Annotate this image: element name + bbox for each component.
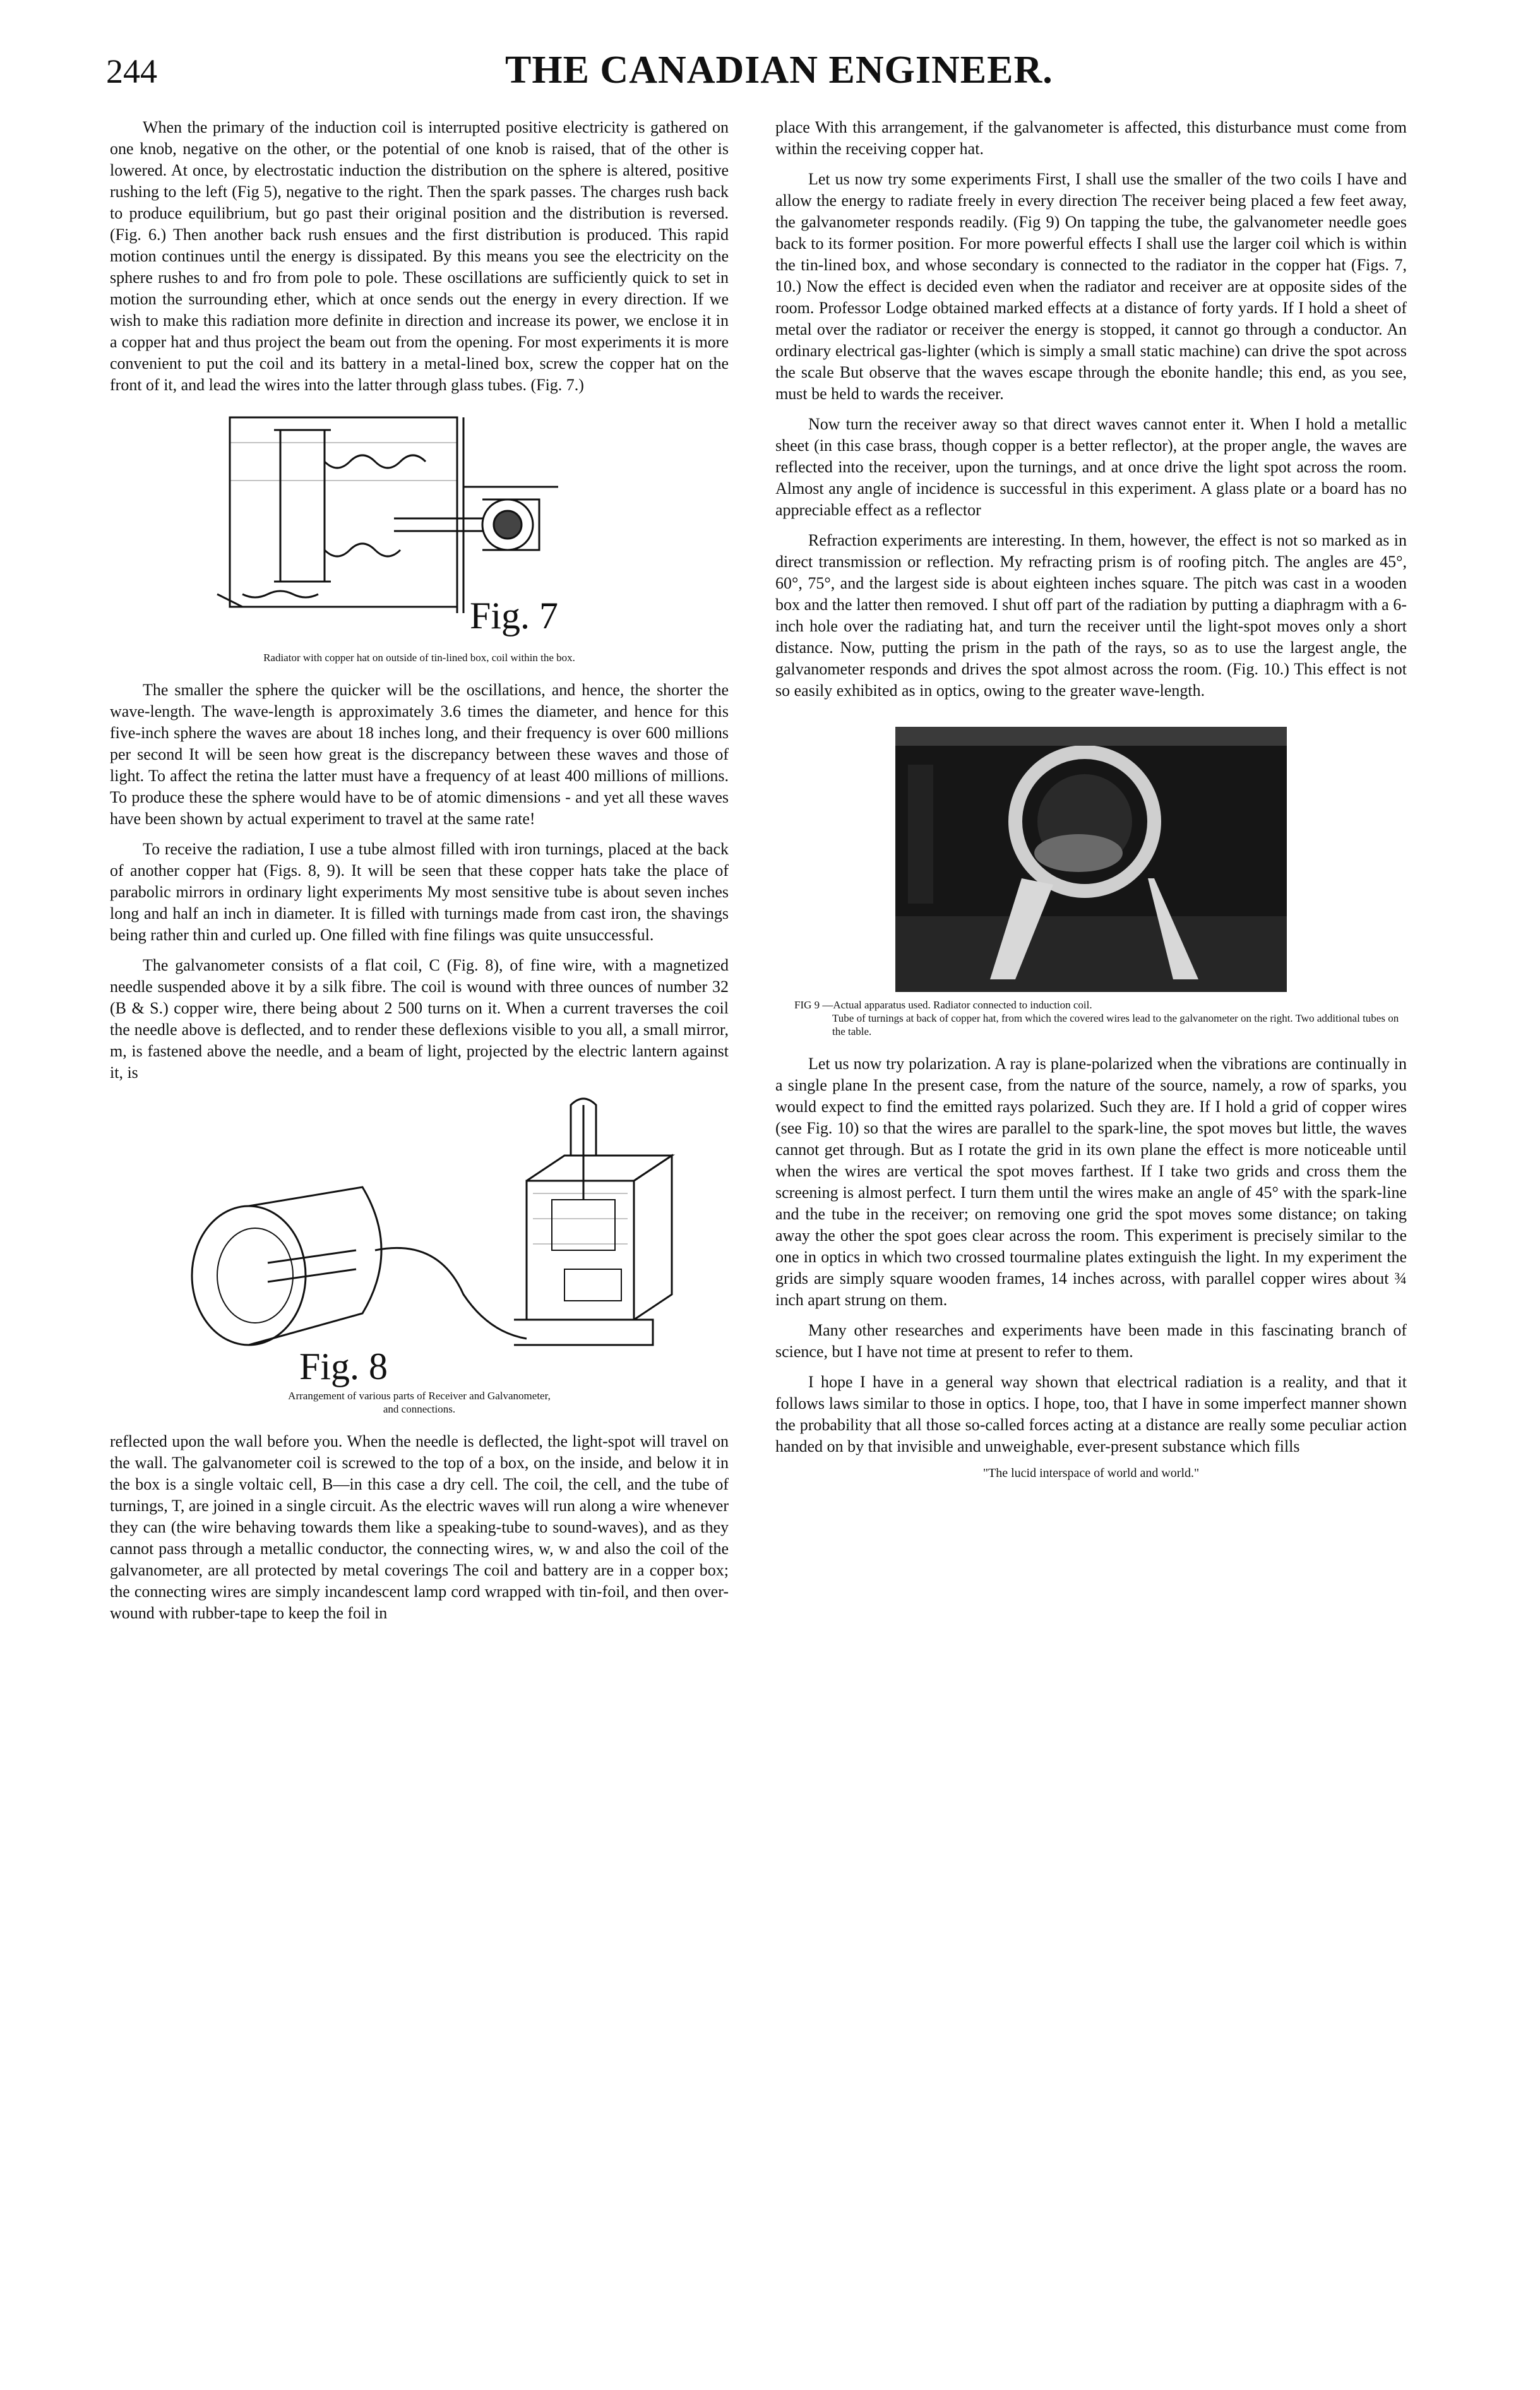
fig7-radiator-drawing: [205, 405, 621, 632]
paragraph: I hope I have in a general way shown that electrical radiation is a reality, and that it follows laws similar to those in optics. I hope, too, that I have in some imperfect manner shown the probability that all those so-called forces acting at a distance are really some peculiar action handed on by that invisible and unweighable, ever-present substance which fills: [775, 1373, 1407, 1455]
fig9-caption-line: Tube of turnings at back of copper hat, from which the covered wires lead to the galvanometer on the right. Two additional tubes on the table.: [832, 1012, 1399, 1037]
closing-quote: "The lucid interspace of world and world.": [982, 1466, 1200, 1480]
paragraph: reflected upon the wall before you. When the needle is deflected, the light-spot will travel on the wall. The galvanometer coil is screwed to the top of a box, on the inside, and below it in the box is a single voltaic cell, B—in this case a dry cell. The coil, the cell, and the tube of turnings, T, are joined in a single circuit. As the electric waves will run along a wire whenever they can (the wire behaving towards them like a speaking-tube to sound-waves), and as they cannot pass through a metallic conductor, the connecting wires, w, w and also the coil of the galvanometer, are all protected by metal coverings The coil and battery are in a copper box; the connecting wires are simply incandescent lamp cord wrapped with tin-foil, and then over-wound with rubber-tape to keep the foil in: [110, 1432, 729, 1622]
figure-8: [173, 1092, 691, 1389]
fig8-label: Fig. 8: [299, 1346, 388, 1387]
figure-7: [205, 405, 621, 651]
left-column: [110, 117, 729, 1633]
fig7-caption: Radiator with copper hat on outside of tin-lined box, coil within the box.: [263, 652, 575, 664]
running-head-title: THE CANADIAN ENGINEER.: [505, 49, 1053, 92]
paragraph: Refraction experiments are interesting. In them, however, the effect is not so marked as in direct transmission or reflection. My refracting prism is of roofing pitch. The angles are 45°, 60°, 75°, and the largest side is about eighteen inches square. The pitch was cast in a wooden box and the latter then removed. I shut off part of the radiation by putting a diaphragm with a 6-inch hole over the radiating hat, and turn the receiver until the light-spot moves only a short distance. Now, putting the prism in the path of the rays, so as to use the largest angle, the galvanometer responds and drives the spot almost across the room. (Fig. 10.) This effect is not so easily exhibited as in optics, owing to the greater wave-length.: [775, 531, 1407, 700]
paragraph: The smaller the sphere the quicker will be the oscillations, and hence, the shorter the wave-length. The wave-length is approximately 3.6 times the diameter, and hence for this five-inch sphere the waves are about 18 inches long, and their frequency is over 600 millions per second It will be seen how great is the discrepancy between these waves and those of light. To affect the retina the latter must have a frequency of at least 400 millions of millions. To produce these the sphere would have to be of atomic dimensions - and yet all these waves have been shown by actual experiment to travel at the same rate!: [110, 681, 729, 828]
page-number: 244: [106, 52, 157, 90]
paragraph: Many other researches and experiments have been made in this fascinating branch of science, but I have not time at present to refer to them.: [775, 1321, 1407, 1361]
fig7-label: Fig. 7: [470, 595, 559, 636]
paragraph: Now turn the receiver away so that direct waves cannot enter it. When I hold a metallic sheet (in this case brass, though copper is a better reflector), at the proper angle, the waves are reflected into the receiver, upon the turnings, and at once drive the light spot across the room. Almost any angle of incidence is successful in this experiment. A glass plate or a board has no appreciable effect as a reflector: [775, 415, 1407, 519]
paragraph: To receive the radiation, I use a tube almost filled with iron turnings, placed at the back of another copper hat (Figs. 8, 9). It will be seen that these copper hats take the place of parabolic mirrors in ordinary light experiments My most sensitive tube is about seven inches long and half an inch in diameter. It is filled with turnings made from cast iron, the shavings being rather thin and curled up. One filled with fine filings was quite unsuccessful.: [110, 840, 729, 944]
right-column: [775, 117, 1407, 1481]
fig8-receiver-galvanometer-drawing: [173, 1092, 691, 1389]
paragraph: The galvanometer consists of a flat coil, C (Fig. 8), of fine wire, with a magnetized needle suspended above it by a silk fibre. The coil is wound with three ounces of number 32 (B & S.) copper wire, there being about 2 500 turns on it. When a current traverses the coil the needle above is deflected, and to render these deflexions visible to you all, a small mirror, m, is fastened above the needle, and a beam of light, projected by the electric lantern against it, is: [110, 956, 729, 1082]
figure-9-photo: [895, 727, 1287, 992]
paragraph: Let us now try polarization. A ray is plane-polarized when the vibrations are continually in a single plane In the present case, from the nature of the source, namely, a row of sparks, you would expect to find the emitted rays polarized. Such they are. If I hold a grid of copper wires (see Fig. 10) so that the wires are parallel to the spark-line, the spot moves but little, the waves cannot get through. But as I rotate the grid in its own plane the effect is more noticeable until when the wires are vertical the spot moves farthest. If I take two grids and cross them the screening is almost perfect. I turn them until the wires make an angle of 45° with the spark-line and the tube in the receiver; on removing one grid the spot moves some distance; on taking away the other the spot goes clear across the room. This experiment is precisely similar to the one in optics in which two crossed tourmaline plates extinguish the light. In my experiment the grids are simply square wooden frames, 14 inches across, with parallel copper wires about ¾ inch apart strung on them.: [775, 1055, 1407, 1309]
fig8-caption-line: and connections.: [383, 1403, 456, 1415]
fig8-caption-line: Arrangement of various parts of Receiver and Galvanometer,: [288, 1390, 551, 1402]
paragraph: place With this arrangement, if the galvanometer is affected, this disturbance must come from within the receiving copper hat.: [775, 118, 1407, 158]
paragraph: When the primary of the induction coil is interrupted positive electricity is gathered on one knob, negative on the other, or the potential of one knob is raised, that of the other is lowered. At once, by electrostatic induction the distribution on the sphere is altered, positive rushing to the left (Fig 5), negative to the right. Then the spark passes. The charges rush back to produce equilibrium, but go past their original position and the distribution is reversed. (Fig. 6.) Then another back rush ensues and the first distribution is produced. This rapid motion continues until the energy is dissipated. By this means you see the electricity on the sphere rushes to and fro from pole to pole. These oscillations are sufficiently quick to set in motion the surrounding ether, which at once sends out the energy in every direction. If we wish to make this radiation more definite in direction and increase its power, we enclose it in a copper hat and thus project the beam out from the opening. For most experiments it is more convenient to put the coil and its battery in a metal-lined box, screw the copper hat on the front of it, and lead the wires into the latter through glass tubes. (Fig. 7.): [110, 118, 729, 394]
fig8-caption: [110, 1389, 729, 1416]
paragraph: Let us now try some experiments First, I shall use the smaller of the two coils I have and allow the energy to radiate freely in every direction The receiver being placed a few feet away, the galvanometer responds readily. (Fig 9) On tapping the tube, the galvanometer needle goes back to its former position. For more powerful effects I shall use the larger coil which is within the tin-lined box, and whose secondary is connected to the radiator in the copper hat (Figs. 7, 10.) Now the effect is decided even when the radiator and receiver are at opposite sides of the room. Professor Lodge obtained marked effects at a distance of forty yards. If I hold a sheet of metal over the radiator or receiver the energy is stopped, it cannot go through a conductor. An ordinary electrical gas-lighter (which is simply a small static machine) can drive the spot across the scale But observe that the waves escape through the ebonite handle; this end, as you see, must be held to wards the receiver.: [775, 170, 1407, 403]
fig9-apparatus-photo: [895, 727, 1287, 992]
fig9-caption: [775, 998, 1407, 1038]
fig9-caption-line: FIG 9 —Actual apparatus used. Radiator connected to induction coil.: [794, 999, 1092, 1011]
